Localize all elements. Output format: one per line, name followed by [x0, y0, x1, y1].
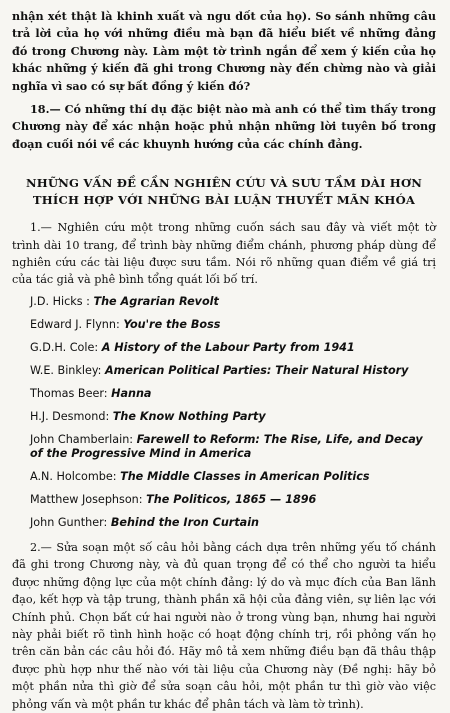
bib-title: Hanna	[111, 386, 152, 400]
bib-title: The Politicos, 1865 — 1896	[146, 492, 317, 506]
bib-title: The Middle Classes in American Politics	[120, 469, 370, 483]
bib-author: Matthew Josephson:	[30, 492, 143, 506]
bibliography-entry	[30, 516, 436, 530]
bib-title: You're the Boss	[123, 317, 221, 331]
bib-author: J.D. Hicks :	[30, 294, 90, 308]
bib-author: Thomas Beer:	[30, 386, 108, 400]
bib-title: Behind the Iron Curtain	[110, 515, 260, 529]
bib-author: H.J. Desmond:	[30, 409, 110, 423]
bib-author: John Gunther:	[30, 515, 108, 529]
bib-title: The Know Nothing Party	[112, 409, 266, 423]
paragraph-exercise-17-end: nhận xét thật là khinh xuất và ngu dốt của họ). So sánh những câu trả lời của họ với những điều mà bạn đã hiểu biết về những đảng đó trong Chương này. Làm một tờ trình ngắn để xem ý kiến của họ khác những ý kiến đã ghi trong Chương này đến chừng nào và giải nghĩa vì sao có sự bất đồng ý kiến đó?	[12, 9, 436, 93]
paragraph-project-1: 1.— Nghiên cứu một trong những cuốn sách sau đây và viết một tờ trình dài 10 trang, để trình bày những điểm chánh, phương pháp dùng để nghiên cứu các tài liệu được sưu tầm. Nói rõ những quan điểm về giá trị của tác giả và phê bình tổng quát lối bố trí.	[12, 221, 436, 287]
bib-title: A History of the Labour Party from 1941	[101, 340, 355, 354]
bib-author: Edward J. Flynn:	[30, 317, 120, 331]
bibliography-entry	[30, 295, 436, 309]
bib-author: G.D.H. Cole:	[30, 340, 99, 354]
bibliography-entry	[30, 387, 436, 401]
bibliography-entry	[30, 341, 436, 355]
section-heading	[12, 175, 436, 209]
bib-title: The Agrarian Revolt	[93, 294, 219, 308]
section-heading-line2: THÍCH HỢP VỚI NHỮNG BÀI LUẬN THUYẾT MÃN KHÓA	[32, 193, 416, 208]
bibliography-entry	[30, 470, 436, 484]
bibliography-list	[30, 295, 436, 530]
bibliography-entry	[30, 493, 436, 507]
section-heading-line1: NHỮNG VẤN ĐỀ CẦN NGHIÊN CỨU VÀ SƯU TẦM DÀI HƠN	[25, 176, 423, 191]
bibliography-entry	[30, 364, 436, 378]
paragraph-exercise-18: 18.— Có những thí dụ đặc biệt nào mà anh có thể tìm thấy trong Chương này để xác nhận hoặc phủ nhận những lời tuyên bố trong đoạn cuối nói về các khuynh hướng của các chính đảng.	[12, 102, 436, 151]
paragraph-project-2: 2.— Sửa soạn một số câu hỏi bằng cách dựa trên những yếu tố chánh đã ghi trong Chương này, và đủ quan trọng để có thể cho người ta hiểu được những động lực của một chính đảng: lý do và mục đích của Ban lãnh đạo, kết hợp và tập trung, thành phần xã hội của đảng viên, sự liên lạc với Chính phủ. Chọn bất cứ hai người nào ở trong vùng bạn, nhưng hai người này phải biết rõ tình hình hoặc có hoạt động chính trị, rồi phỏng vấn họ trên căn bản các câu hỏi đó. Hãy mô tả xem những điều bạn đã thâu thập được phù hợp như thế nào với tài liệu của Chương này (Đề nghị: hãy bỏ một phần nửa thì giờ để sửa soạn câu hỏi, một phần tư thì giờ vào việc phỏng vấn và một phần tư khác để phân tách và làm tờ trình).	[12, 540, 436, 711]
bibliography-entry	[30, 410, 436, 424]
bibliography-entry	[30, 318, 436, 332]
bib-author: John Chamberlain:	[30, 432, 134, 446]
bibliography-entry	[30, 433, 436, 461]
bib-author: A.N. Holcombe:	[30, 469, 117, 483]
bib-title: Farewell to Reform: The Rise, Life, and Decay of the Progressive Mind in America	[30, 432, 423, 460]
bib-author: W.E. Binkley:	[30, 363, 102, 377]
bib-title: American Political Parties: Their Natural History	[105, 363, 409, 377]
